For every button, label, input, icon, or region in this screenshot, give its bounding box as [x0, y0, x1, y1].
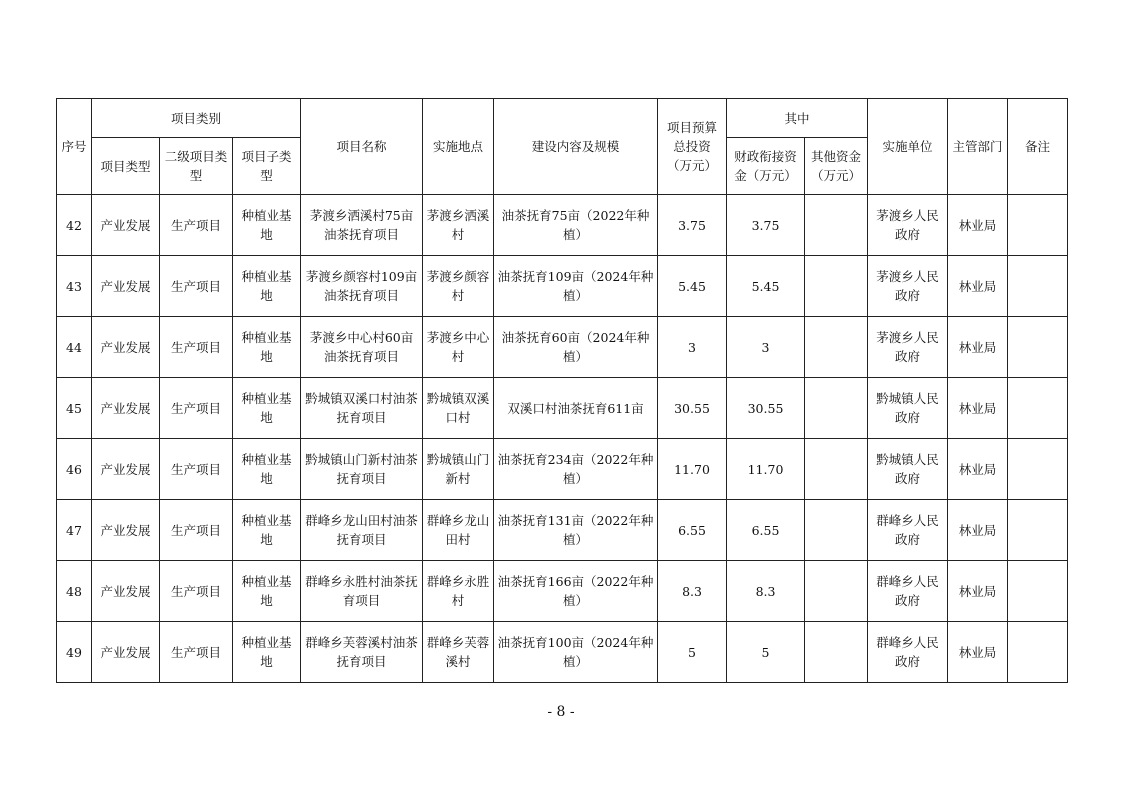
table-row [57, 561, 1068, 622]
cell-content: 油茶抚育75亩（2022年种植） [494, 195, 658, 256]
cell-unit: 群峰乡人民政府 [868, 500, 948, 561]
col-remark-header: 备注 [1008, 99, 1068, 195]
cell-other [805, 622, 868, 683]
cell-budget: 5 [658, 622, 727, 683]
cell-content: 油茶抚育109亩（2024年种植） [494, 256, 658, 317]
cell-type: 产业发展 [92, 195, 160, 256]
cell-location: 茅渡乡中心村 [423, 317, 494, 378]
cell-dept: 林业局 [948, 439, 1008, 500]
col-name-header: 项目名称 [301, 99, 423, 195]
cell-other [805, 561, 868, 622]
cell-fiscal: 6.55 [727, 500, 805, 561]
cell-other [805, 317, 868, 378]
cell-name: 黔城镇山门新村油茶抚育项目 [301, 439, 423, 500]
cell-budget: 8.3 [658, 561, 727, 622]
cell-secondary: 生产项目 [160, 622, 233, 683]
cell-type: 产业发展 [92, 256, 160, 317]
cell-dept: 林业局 [948, 622, 1008, 683]
col-unit-header: 实施单位 [868, 99, 948, 195]
cell-remark [1008, 317, 1068, 378]
table-row [57, 378, 1068, 439]
cell-unit: 茅渡乡人民政府 [868, 317, 948, 378]
cell-dept: 林业局 [948, 195, 1008, 256]
cell-unit: 茅渡乡人民政府 [868, 256, 948, 317]
col-among-header: 其中 [727, 99, 868, 138]
cell-content: 油茶抚育234亩（2022年种植） [494, 439, 658, 500]
cell-seq: 48 [57, 561, 92, 622]
cell-subtype: 种植业基地 [233, 500, 301, 561]
cell-subtype: 种植业基地 [233, 256, 301, 317]
cell-seq: 46 [57, 439, 92, 500]
col-secondary-header: 二级项目类型 [160, 138, 233, 195]
cell-seq: 49 [57, 622, 92, 683]
cell-seq: 47 [57, 500, 92, 561]
cell-location: 茅渡乡洒溪村 [423, 195, 494, 256]
col-seq-header: 序号 [57, 99, 92, 195]
cell-subtype: 种植业基地 [233, 317, 301, 378]
cell-content: 油茶抚育60亩（2024年种植） [494, 317, 658, 378]
cell-budget: 3.75 [658, 195, 727, 256]
cell-type: 产业发展 [92, 439, 160, 500]
cell-location: 群峰乡芙蓉溪村 [423, 622, 494, 683]
cell-dept: 林业局 [948, 378, 1008, 439]
cell-dept: 林业局 [948, 317, 1008, 378]
cell-name: 黔城镇双溪口村油茶抚育项目 [301, 378, 423, 439]
cell-name: 群峰乡龙山田村油茶抚育项目 [301, 500, 423, 561]
cell-other [805, 439, 868, 500]
cell-location: 黔城镇双溪口村 [423, 378, 494, 439]
cell-seq: 42 [57, 195, 92, 256]
cell-remark [1008, 439, 1068, 500]
cell-name: 茅渡乡中心村60亩油茶抚育项目 [301, 317, 423, 378]
cell-name: 群峰乡芙蓉溪村油茶抚育项目 [301, 622, 423, 683]
cell-seq: 44 [57, 317, 92, 378]
table-row [57, 622, 1068, 683]
cell-budget: 30.55 [658, 378, 727, 439]
cell-name: 群峰乡永胜村油茶抚育项目 [301, 561, 423, 622]
cell-other [805, 256, 868, 317]
cell-location: 群峰乡永胜村 [423, 561, 494, 622]
cell-location: 黔城镇山门新村 [423, 439, 494, 500]
cell-unit: 群峰乡人民政府 [868, 622, 948, 683]
cell-remark [1008, 561, 1068, 622]
cell-subtype: 种植业基地 [233, 195, 301, 256]
col-category-header: 项目类别 [92, 99, 301, 138]
col-type-header: 项目类型 [92, 138, 160, 195]
cell-fiscal: 5 [727, 622, 805, 683]
cell-other [805, 195, 868, 256]
cell-remark [1008, 378, 1068, 439]
col-budget-header: 项目预算总投资（万元） [658, 99, 727, 195]
cell-type: 产业发展 [92, 622, 160, 683]
cell-remark [1008, 622, 1068, 683]
cell-subtype: 种植业基地 [233, 378, 301, 439]
cell-remark [1008, 256, 1068, 317]
cell-fiscal: 3.75 [727, 195, 805, 256]
cell-dept: 林业局 [948, 500, 1008, 561]
cell-unit: 群峰乡人民政府 [868, 561, 948, 622]
cell-type: 产业发展 [92, 317, 160, 378]
col-other-header: 其他资金（万元） [805, 138, 868, 195]
cell-other [805, 500, 868, 561]
header-row-1 [57, 99, 1068, 138]
cell-fiscal: 30.55 [727, 378, 805, 439]
cell-content: 油茶抚育166亩（2022年种植） [494, 561, 658, 622]
col-location-header: 实施地点 [423, 99, 494, 195]
cell-subtype: 种植业基地 [233, 439, 301, 500]
table-row [57, 256, 1068, 317]
cell-budget: 5.45 [658, 256, 727, 317]
cell-content: 油茶抚育131亩（2022年种植） [494, 500, 658, 561]
cell-budget: 11.70 [658, 439, 727, 500]
cell-content: 油茶抚育100亩（2024年种植） [494, 622, 658, 683]
page-number: - 8 - [547, 704, 575, 720]
cell-fiscal: 8.3 [727, 561, 805, 622]
cell-unit: 黔城镇人民政府 [868, 439, 948, 500]
cell-subtype: 种植业基地 [233, 561, 301, 622]
cell-remark [1008, 195, 1068, 256]
cell-unit: 茅渡乡人民政府 [868, 195, 948, 256]
cell-secondary: 生产项目 [160, 500, 233, 561]
cell-seq: 43 [57, 256, 92, 317]
table-row [57, 317, 1068, 378]
cell-budget: 6.55 [658, 500, 727, 561]
cell-remark [1008, 500, 1068, 561]
cell-secondary: 生产项目 [160, 378, 233, 439]
cell-budget: 3 [658, 317, 727, 378]
cell-secondary: 生产项目 [160, 195, 233, 256]
cell-type: 产业发展 [92, 378, 160, 439]
cell-content: 双溪口村油茶抚育611亩 [494, 378, 658, 439]
cell-type: 产业发展 [92, 500, 160, 561]
cell-secondary: 生产项目 [160, 439, 233, 500]
cell-seq: 45 [57, 378, 92, 439]
cell-unit: 黔城镇人民政府 [868, 378, 948, 439]
cell-fiscal: 3 [727, 317, 805, 378]
cell-type: 产业发展 [92, 561, 160, 622]
cell-subtype: 种植业基地 [233, 622, 301, 683]
cell-secondary: 生产项目 [160, 561, 233, 622]
table-row [57, 500, 1068, 561]
table-row [57, 195, 1068, 256]
cell-secondary: 生产项目 [160, 317, 233, 378]
cell-secondary: 生产项目 [160, 256, 233, 317]
cell-other [805, 378, 868, 439]
table-row [57, 439, 1068, 500]
cell-location: 群峰乡龙山田村 [423, 500, 494, 561]
col-dept-header: 主管部门 [948, 99, 1008, 195]
cell-name: 茅渡乡颜容村109亩油茶抚育项目 [301, 256, 423, 317]
cell-dept: 林业局 [948, 256, 1008, 317]
col-fiscal-header: 财政衔接资金（万元） [727, 138, 805, 195]
cell-location: 茅渡乡颜容村 [423, 256, 494, 317]
cell-name: 茅渡乡洒溪村75亩油茶抚育项目 [301, 195, 423, 256]
col-content-header: 建设内容及规模 [494, 99, 658, 195]
cell-fiscal: 11.70 [727, 439, 805, 500]
project-table [56, 98, 1068, 683]
col-subtype-header: 项目子类型 [233, 138, 301, 195]
cell-fiscal: 5.45 [727, 256, 805, 317]
cell-dept: 林业局 [948, 561, 1008, 622]
